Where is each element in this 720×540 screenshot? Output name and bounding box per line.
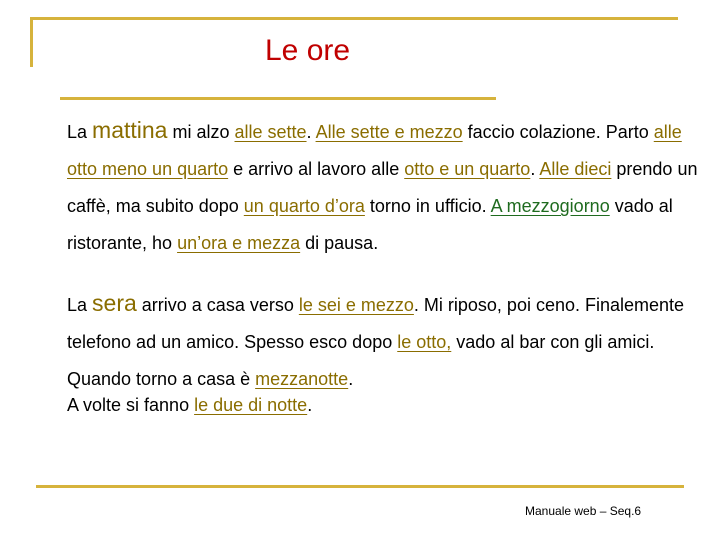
text: La bbox=[67, 122, 93, 142]
time-expression: otto e un quarto bbox=[404, 159, 531, 179]
footer-caption: Manuale web – Seq.6 bbox=[525, 504, 642, 518]
text: faccio colazione. Parto bbox=[462, 122, 654, 142]
time-expression: sera bbox=[92, 290, 137, 316]
title-underline-rule bbox=[60, 97, 496, 100]
time-expression: alle sette bbox=[234, 122, 307, 142]
left-rule bbox=[30, 17, 33, 67]
time-expression: un’ora e mezza bbox=[177, 233, 301, 253]
time-expression: mattina bbox=[92, 117, 168, 143]
text: mi alzo bbox=[167, 122, 235, 142]
text: . bbox=[530, 159, 540, 179]
text: prendo un caffè, ma subito dopo bbox=[67, 159, 698, 216]
paragraph-evening bbox=[67, 285, 707, 398]
time-expression: alle otto meno un quarto bbox=[67, 122, 682, 179]
time-expression: le sei e mezzo bbox=[298, 295, 414, 315]
time-expression: mezzanotte bbox=[255, 369, 349, 389]
time-expression: A mezzogiorno bbox=[490, 196, 610, 216]
text: . bbox=[307, 395, 313, 415]
time-expression: Alle sette e mezzo bbox=[315, 122, 463, 142]
page-title: Le ore bbox=[265, 34, 351, 67]
bottom-rule bbox=[36, 485, 684, 488]
time-expression: Alle dieci bbox=[539, 159, 612, 179]
text: . Mi riposo, poi ceno. Finalemente telefono ad un amico. Spesso esco dopo bbox=[67, 295, 685, 352]
time-expression: le due di notte bbox=[194, 395, 308, 415]
text: A volte si fanno bbox=[67, 395, 195, 415]
text: La bbox=[67, 295, 93, 315]
text: vado al bar con gli amici. Quando torno a casa è bbox=[67, 332, 655, 389]
text: di pausa. bbox=[300, 233, 379, 253]
time-expression: un quarto d’ora bbox=[243, 196, 365, 216]
time-expression: le otto, bbox=[397, 332, 452, 352]
paragraph-night bbox=[67, 387, 707, 424]
text: e arrivo al lavoro alle bbox=[228, 159, 405, 179]
top-rule bbox=[30, 17, 678, 20]
text: . bbox=[348, 369, 354, 389]
text: torno in ufficio. bbox=[364, 196, 491, 216]
paragraph-morning bbox=[67, 112, 707, 262]
text: arrivo a casa verso bbox=[136, 295, 299, 315]
text: vado al ristorante, ho bbox=[67, 196, 673, 253]
text: . bbox=[306, 122, 316, 142]
